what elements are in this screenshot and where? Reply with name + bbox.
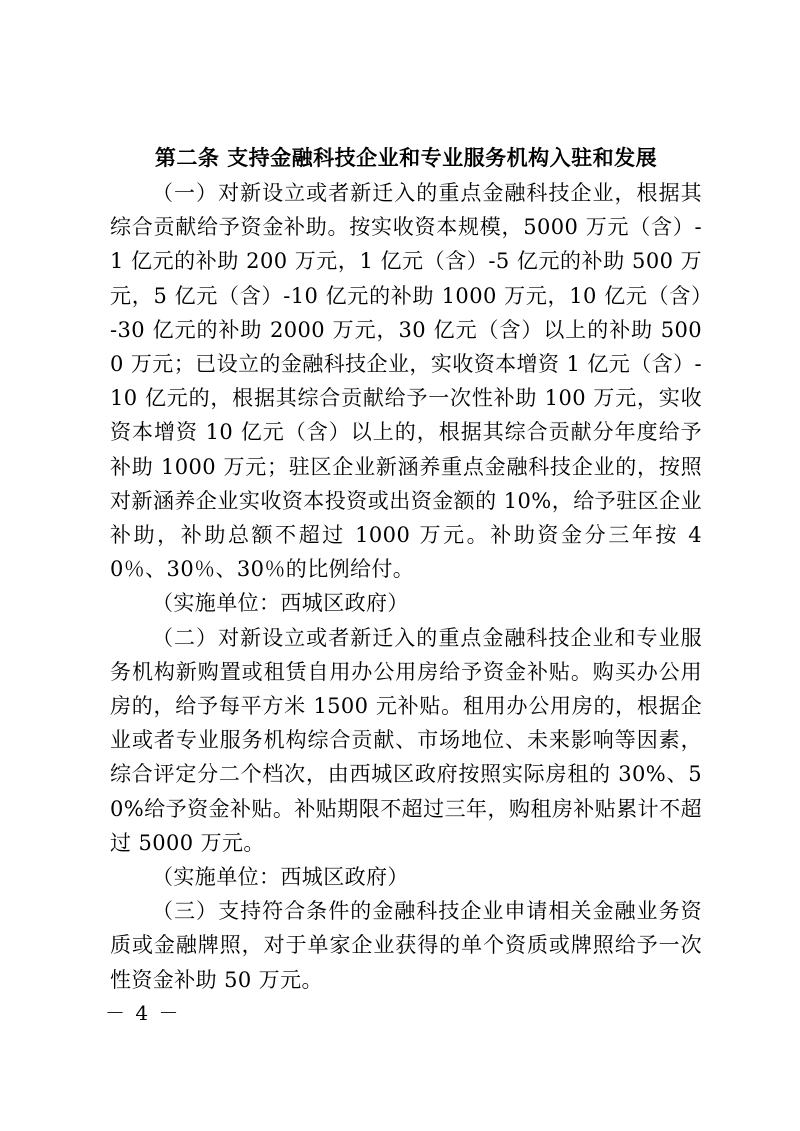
implementing-unit-1: （实施单位：西城区政府） <box>152 591 409 616</box>
paragraph-1: （一）对新设立或者新迁入的重点金融科技企业，根据其综合贡献给予资金补助。按实收资本规模，5000 万元（含）-1 亿元的补助 200 万元，1 亿元（含）-5 亿元的补助 500 万元，5 亿元（含）-10 亿元的补助 1000 万元，10 亿元（含）-30 亿元的补助 2000 万元，30 亿元（含）以上的补助 5000 万元；已设立的金融科技企业，实收资本增资 1 亿元（含）-10 亿元的，根据其综合贡献给予一次性补助 100 万元，实收资本增资 10 亿元（含）以上的，根据其综合贡献分年度给予补助 1000 万元；驻区企业新涵养重点金融科技企业的，按照对新涵养企业实收资本投资或出资金额的 10%，给予驻区企业补助，补助总额不超过 1000 万元。补助资金分三年按 40％、30％、30％的比例给付。 <box>110 181 702 582</box>
paragraph-2: （二）对新设立或者新迁入的重点金融科技企业和专业服务机构新购置或租赁自用办公用房给予资金补贴。购买办公用房的，给予每平方米 1500 元补贴。租用办公用房的，根据企业或者专业服务机构综合贡献、市场地位、未来影响等因素，综合评定分二个档次，由西城区政府按照实际房租的 30%、50%给予资金补贴。补贴期限不超过三年，购租房补贴累计不超过 5000 万元。 <box>110 625 702 855</box>
article-heading: 第二条 支持金融科技企业和专业服务机构入驻和发展 <box>154 146 658 170</box>
page-number: － 4 － <box>105 1001 181 1025</box>
paragraph-3: （三）支持符合条件的金融科技企业申请相关金融业务资质或金融牌照，对于单家企业获得的单个资质或牌照给予一次性资金补助 50 万元。 <box>110 899 702 992</box>
implementing-unit-2: （实施单位：西城区政府） <box>152 865 409 890</box>
document-page <box>110 140 702 997</box>
